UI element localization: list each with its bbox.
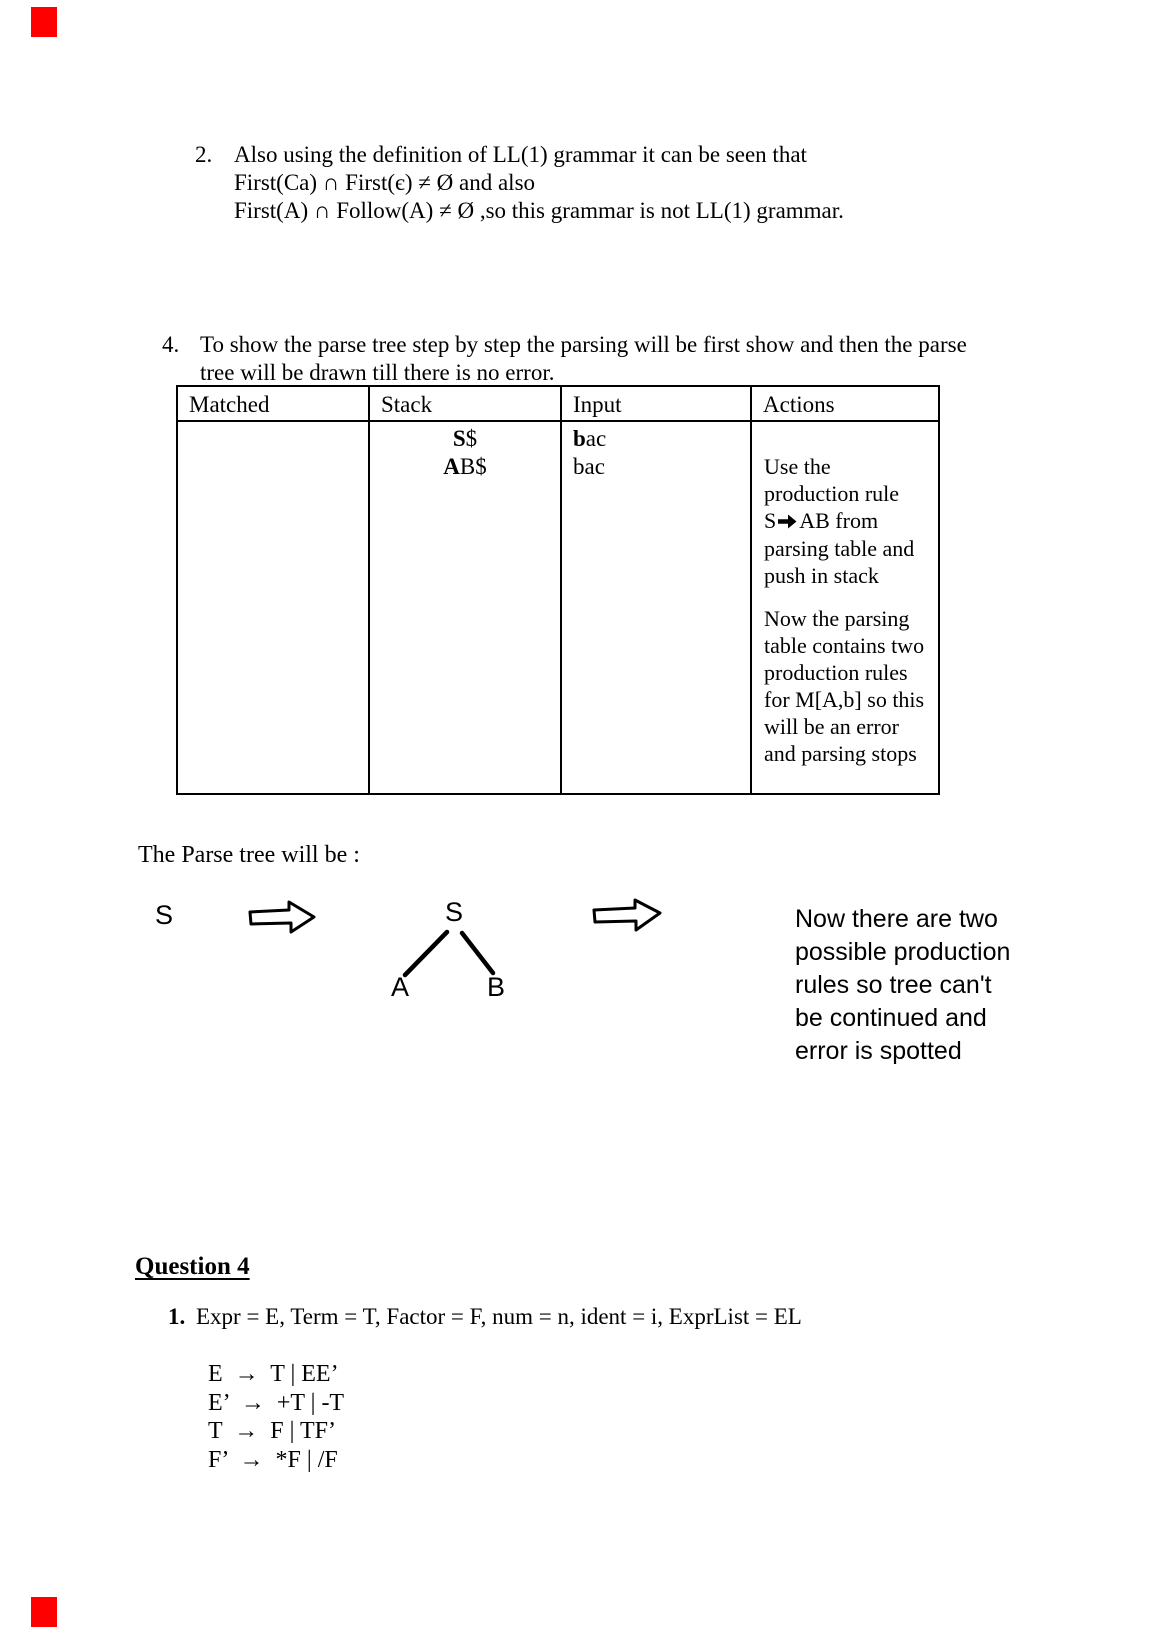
text-line: be continued and	[795, 1004, 987, 1032]
block-arrow-icon	[247, 900, 319, 938]
tree-root-symbol: S	[445, 897, 464, 927]
column-header-input: Input	[562, 387, 752, 422]
grammar-rules	[208, 1360, 344, 1474]
column-header-stack: Stack	[370, 387, 562, 422]
text-line: for M[A,b] so this	[764, 687, 925, 712]
stack-cell	[370, 422, 562, 793]
text-line: First(Ca) ∩ First(є) ≠ Ø and also	[234, 170, 536, 195]
bold-right-arrow-icon	[778, 508, 797, 535]
question-4-heading: Question 4	[135, 1253, 250, 1280]
diagram-note	[795, 903, 1010, 1068]
text-line: production rules	[764, 660, 908, 685]
text-line: To show the parse tree step by step the parsing will be first show and then the parse	[200, 332, 967, 357]
text-line: push in stack	[764, 563, 879, 588]
tree-child-a: A	[391, 972, 410, 1002]
text-line: tree will be drawn till there is no error.	[200, 360, 555, 385]
text-line: and parsing stops	[764, 741, 917, 766]
matched-cell	[178, 422, 370, 793]
text-line: Use the	[764, 454, 831, 479]
text-line: parsing table and	[764, 536, 915, 561]
tree-child-b: B	[487, 972, 506, 1002]
grammar-rule: E’ → +T | -T	[208, 1389, 345, 1416]
list-number-2: 2.	[195, 142, 213, 167]
text-line: Also using the definition of LL(1) grammar it can be seen that	[234, 142, 807, 167]
column-header-actions: Actions	[752, 387, 938, 422]
list-item-2	[234, 141, 844, 225]
text-line: First(A) ∩ Follow(A) ≠ Ø ,so this grammar is not LL(1) grammar.	[234, 198, 844, 223]
question-4-item-1: Expr = E, Term = T, Factor = F, num = n, ident = i, ExprList = EL	[196, 1304, 802, 1329]
stack-value: S$	[452, 426, 478, 451]
block-arrow-icon	[591, 896, 665, 936]
text-line: error is spotted	[795, 1037, 962, 1065]
text-line: Now the parsing	[764, 606, 910, 631]
stack-value: AB$	[443, 454, 487, 479]
text-line: table contains two	[764, 633, 925, 658]
parsing-trace-table	[176, 385, 940, 795]
grammar-rule: F’ → *F | /F	[208, 1446, 338, 1473]
tree-symbol-s-initial: S	[155, 900, 174, 930]
input-cell	[562, 422, 752, 793]
grammar-rule: T → F | TF’	[208, 1418, 336, 1444]
text-line: production rule	[764, 481, 900, 506]
list-number-1: 1.	[168, 1304, 186, 1329]
text-line: Now there are two	[795, 905, 998, 933]
page-marker-bottom-left	[31, 1597, 57, 1627]
actions-cell	[752, 422, 938, 793]
text-line: possible production	[795, 938, 1011, 966]
action-note-1	[764, 453, 934, 589]
action-note-2	[764, 605, 934, 767]
list-number-4: 4.	[162, 332, 180, 357]
page-marker-top-left	[31, 7, 57, 37]
input-value: bac	[573, 454, 605, 479]
input-value: bac	[573, 426, 607, 451]
text-line: rules so tree can't	[795, 971, 992, 999]
parse-tree-caption: The Parse tree will be :	[138, 842, 360, 868]
production-rule-line: S AB from	[764, 508, 879, 533]
column-header-matched: Matched	[178, 387, 370, 422]
list-item-4	[200, 331, 967, 387]
grammar-rule: E → T | EE’	[208, 1361, 339, 1387]
text-line: will be an error	[764, 714, 899, 739]
